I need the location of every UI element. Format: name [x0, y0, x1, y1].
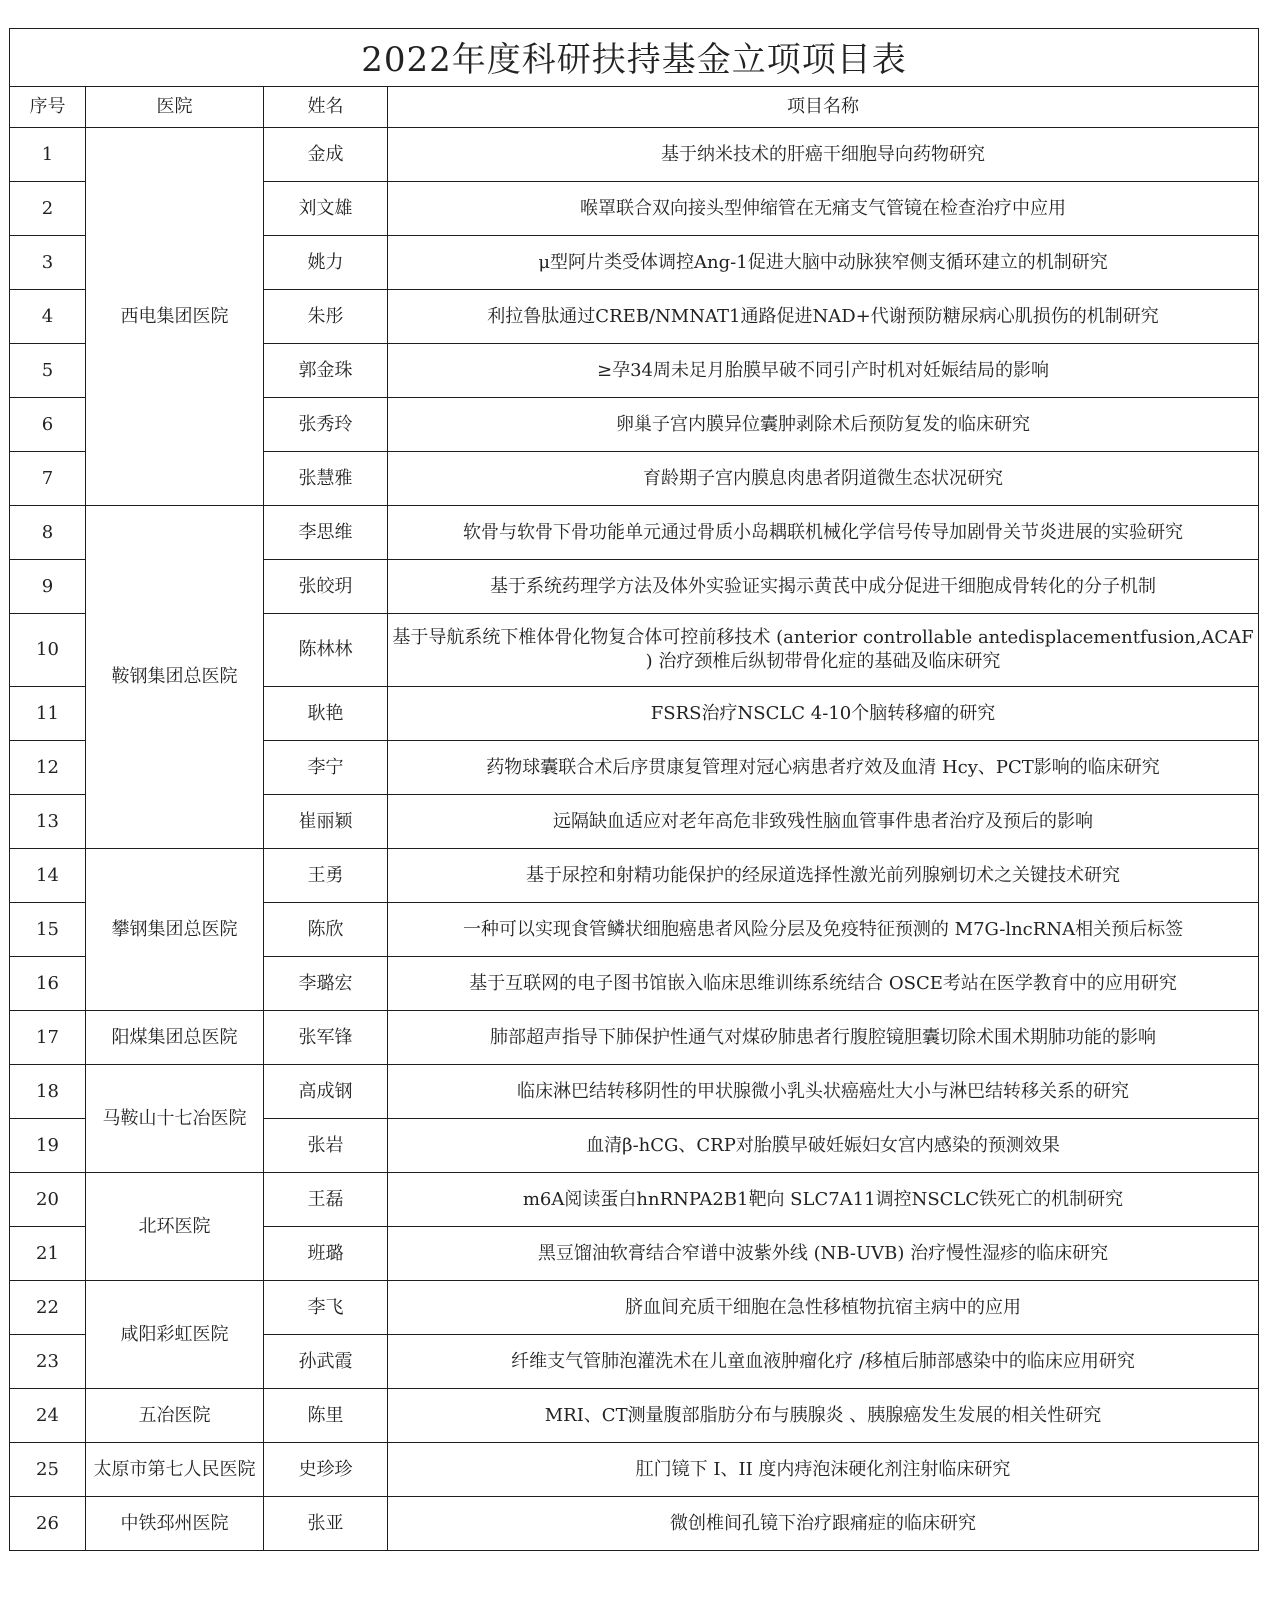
- table-row: [10, 1281, 1259, 1335]
- row-project: 肺部超声指导下肺保护性通气对煤矽肺患者行腹腔镜胆囊切除术围术期肺功能的影响: [388, 1011, 1259, 1065]
- table-row: [10, 849, 1259, 903]
- row-index: 4: [10, 290, 86, 344]
- row-index: 21: [10, 1227, 86, 1281]
- project-table: [9, 28, 1259, 1551]
- row-name: 李飞: [264, 1281, 388, 1335]
- row-name: 史珍珍: [264, 1443, 388, 1497]
- row-index: 1: [10, 128, 86, 182]
- row-project: 基于导航系统下椎体骨化物复合体可控前移技术 (anterior controllable antedisplacementfusion,ACAF ) 治疗颈椎后纵韧带骨化症的基础及临床研究: [388, 614, 1259, 687]
- row-hospital: 阳煤集团总医院: [86, 1011, 264, 1065]
- row-index: 2: [10, 182, 86, 236]
- row-name: 陈里: [264, 1389, 388, 1443]
- row-index: 14: [10, 849, 86, 903]
- row-name: 张慧雅: [264, 452, 388, 506]
- row-name: 王磊: [264, 1173, 388, 1227]
- row-project: 远隔缺血适应对老年高危非致残性脑血管事件患者治疗及预后的影响: [388, 795, 1259, 849]
- row-name: 孙武霞: [264, 1335, 388, 1389]
- row-index: 6: [10, 398, 86, 452]
- row-project: 基于尿控和射精功能保护的经尿道选择性激光前列腺剜切术之关键技术研究: [388, 849, 1259, 903]
- row-index: 5: [10, 344, 86, 398]
- row-index: 10: [10, 614, 86, 687]
- row-project: 一种可以实现食管鳞状细胞癌患者风险分层及免疫特征预测的 M7G-lncRNA相关预后标签: [388, 903, 1259, 957]
- row-hospital: 鞍钢集团总医院: [86, 506, 264, 849]
- table-title: 2022年度科研扶持基金立项项目表: [10, 29, 1259, 87]
- row-index: 17: [10, 1011, 86, 1065]
- row-project: 血清β-hCG、CRP对胎膜早破妊娠妇女宫内感染的预测效果: [388, 1119, 1259, 1173]
- row-index: 20: [10, 1173, 86, 1227]
- row-name: 高成钢: [264, 1065, 388, 1119]
- row-project: 临床淋巴结转移阴性的甲状腺微小乳头状癌癌灶大小与淋巴结转移关系的研究: [388, 1065, 1259, 1119]
- row-index: 9: [10, 560, 86, 614]
- row-project: FSRS治疗NSCLC 4-10个脑转移瘤的研究: [388, 687, 1259, 741]
- row-project: ≥孕34周未足月胎膜早破不同引产时机对妊娠结局的影响: [388, 344, 1259, 398]
- row-hospital: 马鞍山十七冶医院: [86, 1065, 264, 1173]
- row-index: 19: [10, 1119, 86, 1173]
- row-project: 喉罩联合双向接头型伸缩管在无痛支气管镜在检查治疗中应用: [388, 182, 1259, 236]
- row-project: MRI、CT测量腹部脂肪分布与胰腺炎 、胰腺癌发生发展的相关性研究: [388, 1389, 1259, 1443]
- row-name: 朱彤: [264, 290, 388, 344]
- row-index: 26: [10, 1497, 86, 1551]
- header-name: 姓名: [264, 87, 388, 128]
- row-index: 25: [10, 1443, 86, 1497]
- table-row: [10, 1011, 1259, 1065]
- row-project: 软骨与软骨下骨功能单元通过骨质小岛耦联机械化学信号传导加剧骨关节炎进展的实验研究: [388, 506, 1259, 560]
- row-name: 陈欣: [264, 903, 388, 957]
- header-hospital: 医院: [86, 87, 264, 128]
- row-project: m6A阅读蛋白hnRNPA2B1靶向 SLC7A11调控NSCLC铁死亡的机制研究: [388, 1173, 1259, 1227]
- row-index: 3: [10, 236, 86, 290]
- table-row: [10, 1065, 1259, 1119]
- row-index: 7: [10, 452, 86, 506]
- row-project: 卵巢子宫内膜异位囊肿剥除术后预防复发的临床研究: [388, 398, 1259, 452]
- row-index: 8: [10, 506, 86, 560]
- row-name: 姚力: [264, 236, 388, 290]
- table-row: [10, 506, 1259, 560]
- row-project: 纤维支气管肺泡灌洗术在儿童血液肿瘤化疗 /移植后肺部感染中的临床应用研究: [388, 1335, 1259, 1389]
- header-index: 序号: [10, 87, 86, 128]
- row-index: 11: [10, 687, 86, 741]
- header-row: [10, 87, 1259, 128]
- row-project: 微创椎间孔镜下治疗跟痛症的临床研究: [388, 1497, 1259, 1551]
- row-name: 张秀玲: [264, 398, 388, 452]
- row-name: 刘文雄: [264, 182, 388, 236]
- row-project: 利拉鲁肽通过CREB/NMNAT1通路促进NAD+代谢预防糖尿病心肌损伤的机制研究: [388, 290, 1259, 344]
- row-hospital: 五冶医院: [86, 1389, 264, 1443]
- row-index: 13: [10, 795, 86, 849]
- row-name: 王勇: [264, 849, 388, 903]
- row-name: 耿艳: [264, 687, 388, 741]
- row-index: 18: [10, 1065, 86, 1119]
- row-index: 24: [10, 1389, 86, 1443]
- row-project: 育龄期子宫内膜息肉患者阴道微生态状况研究: [388, 452, 1259, 506]
- row-hospital: 北环医院: [86, 1173, 264, 1281]
- row-index: 22: [10, 1281, 86, 1335]
- table-row: [10, 1173, 1259, 1227]
- row-project: μ型阿片类受体调控Ang-1促进大脑中动脉狭窄侧支循环建立的机制研究: [388, 236, 1259, 290]
- row-hospital: 太原市第七人民医院: [86, 1443, 264, 1497]
- table-row: [10, 128, 1259, 182]
- row-name: 崔丽颖: [264, 795, 388, 849]
- table-row: [10, 1443, 1259, 1497]
- row-name: 李思维: [264, 506, 388, 560]
- header-project: 项目名称: [388, 87, 1259, 128]
- row-index: 16: [10, 957, 86, 1011]
- table-row: [10, 1389, 1259, 1443]
- row-project: 药物球囊联合术后序贯康复管理对冠心病患者疗效及血清 Hcy、PCT影响的临床研究: [388, 741, 1259, 795]
- row-name: 金成: [264, 128, 388, 182]
- row-hospital: 咸阳彩虹医院: [86, 1281, 264, 1389]
- table-row: [10, 1497, 1259, 1551]
- row-name: 李璐宏: [264, 957, 388, 1011]
- row-name: 李宁: [264, 741, 388, 795]
- row-project: 脐血间充质干细胞在急性移植物抗宿主病中的应用: [388, 1281, 1259, 1335]
- row-index: 15: [10, 903, 86, 957]
- row-name: 郭金珠: [264, 344, 388, 398]
- row-hospital: 西电集团医院: [86, 128, 264, 506]
- row-project: 基于互联网的电子图书馆嵌入临床思维训练系统结合 OSCE考站在医学教育中的应用研究: [388, 957, 1259, 1011]
- row-name: 张军锋: [264, 1011, 388, 1065]
- row-project: 基于系统药理学方法及体外实验证实揭示黄芪中成分促进干细胞成骨转化的分子机制: [388, 560, 1259, 614]
- row-name: 陈林林: [264, 614, 388, 687]
- row-index: 23: [10, 1335, 86, 1389]
- row-project: 基于纳米技术的肝癌干细胞导向药物研究: [388, 128, 1259, 182]
- row-name: 张亚: [264, 1497, 388, 1551]
- row-hospital: 攀钢集团总医院: [86, 849, 264, 1011]
- row-name: 班璐: [264, 1227, 388, 1281]
- row-project: 黑豆馏油软膏结合窄谱中波紫外线 (NB-UVB) 治疗慢性湿疹的临床研究: [388, 1227, 1259, 1281]
- row-hospital: 中铁邳州医院: [86, 1497, 264, 1551]
- row-index: 12: [10, 741, 86, 795]
- row-project: 肛门镜下 I、II 度内痔泡沫硬化剂注射临床研究: [388, 1443, 1259, 1497]
- row-name: 张岩: [264, 1119, 388, 1173]
- row-name: 张皎玥: [264, 560, 388, 614]
